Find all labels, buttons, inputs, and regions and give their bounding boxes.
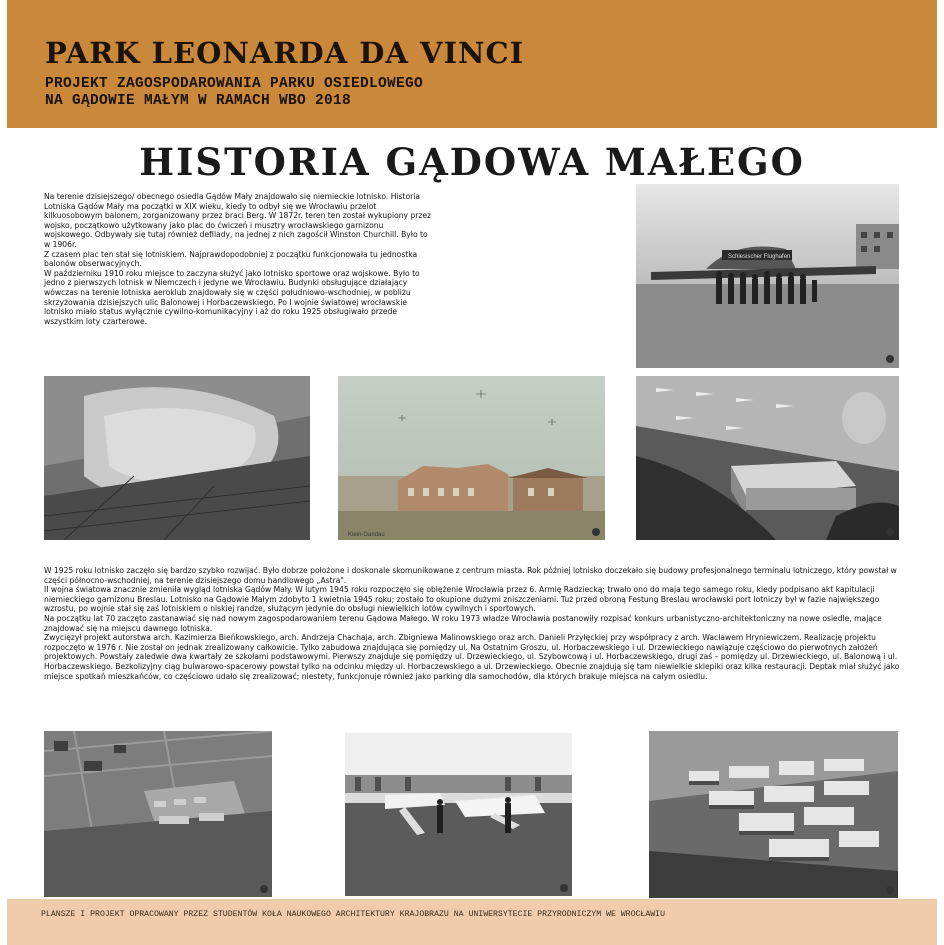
paragraph: II wojna światowa znacznie zmieniła wygląd lotniska Gądów Mały. W lutym 1945 roku rozpoczęło się oblężenie Wrocławia przez 6. Armię Radziecką; trwało ono do maja tego samego roku, kiedy podpisano akt kapitulacji niemieckiego garnizonu Breslau. Lotnisko na Gądowie Małym zdobyto 1 kwietnia 1945 roku; zostało to okupione dużymi zniszczeniami. Tuż przed obroną Festung Breslau wrocławski port lotniczy był w fazie największego wzrostu, po wojnie stał się zaś lotniskiem o niskiej randze, służącym jedynie do obsługi niewielkich lotów cywilnych i sportowych.: [44, 585, 880, 614]
paragraph: W październiku 1910 roku miejsce to zaczyna służyć jako lotnisko sportowe oraz wojskowe. Było to jedno z pierwszych lotnisk w Niemczech i jedyne we Wrocławiu. Budynki obsługujące działający wówczas na terenie lotniska aeroklub znajdowały się w części południowo-wschodniej, w pobliżu skrzyżowania dzisiejszych ulic Balonowej i Horbaczewskiego. Po I wojnie światowej wrocławskie lotnisko miało status wyłącznie cywilno-komunikacyjny i aż do roku 1925 obsługiwało przede wszystkim loty czarterowe.: [44, 268, 420, 326]
estate-model-photo: [649, 731, 898, 898]
postcard-klein-gandau: [338, 376, 605, 540]
project-subtitle-line2: NA GĄDOWIE MAŁYM W RAMACH WBO 2018: [45, 93, 352, 109]
history-text-block-2: [44, 566, 900, 681]
aerial-airfield-photo: [44, 376, 310, 540]
footer-banner: [7, 899, 937, 945]
aerial-city-photo: [44, 731, 272, 897]
history-text-block-1: [44, 192, 432, 326]
project-subtitle-line1: PROJEKT ZAGOSPODAROWANIA PARKU OSIEDLOWEGO: [45, 76, 424, 92]
airfield-crowd-photo: [636, 184, 899, 368]
paragraph: Na terenie dzisiejszego/ obecnego osiedla Gądów Mały znajdowało się niemieckie lotnisko. Historia Lotniska Gądów Mały ma początki w XIX wieku, kiedy to odbył się we Wrocławiu przelot kilkuosobowym balonem, zorganizowany przez braci Berg. W 1872r. teren ten został wykupiony przez wojsko, początkowo użytkowany jako plac do ćwiczeń i musztry wrocławskiego garnizonu wojskowego. Odbywały się tutaj również defilady, na jednej z nich zagościł Winston Churchill. Było to w 1906r.: [44, 192, 432, 249]
gliders-field-photo: [345, 733, 572, 896]
footer-credits: PLANSZE I PROJEKT OPRACOWANY PRZEZ STUDENTÓW KOŁA NAUKOWEGO ARCHITEKTURY KRAJOBRAZU NA UNIWERSYTECIE PRZYRODNICZYM WE WROCŁAWIU: [41, 910, 665, 919]
hangar-sign: Schlesischer Flughafen: [728, 254, 791, 260]
section-title: HISTORIA GĄDOWA MAŁEGO: [139, 140, 805, 184]
paragraph: Zwycięzył projekt autorstwa arch. Kazimierza Bieńkowskiego, arch. Andrzeja Chachaja, arch. Zbigniewa Malinowskiego oraz arch. Danieli Przyłęckiej przy współpracy z arch. Wacławem Hryniewiczem. Realizację projektu rozpoczęto w 1976 r. Nie został on jednak zrealizowany całkowicie. Tylko zabudowa znajdująca się pomiędzy ul. Na Ostatnim Groszu, ul. Horbaczewskiego i ul. Drzewieckiego nawiązuje częściowo do pierwotnych założeń projektowych. Powstały zaledwie dwa kwartały ze szkołami podstawowymi. Pierwszy znajduje się pomiędzy ul. Drzewieckiego, ul. Szybowcową i ul. Horbaczewskiego, drugi zaś – pomiędzy ul. Drzewieckiego, ul. Balonową i ul. Horbaczewskiego. Bezkolizyjny ciąg bulwarowo-spacerowy powstał tylko na odcinku między ul. Horbaczewskiego a ul. Drzewieckiego. Obecnie znajdują się tam niewielkie sklepiki oraz kilka restauracji. Deptak miał służyć jako miejsce spotkań mieszkańców, co częściowo udało się zrealizować; niestety, funkcjonuje również jako parking dla samochodów, dla których brakuje miejsca na całym osiedlu.: [44, 633, 900, 681]
paragraph: Z czasem plac ten stał się lotniskiem. Najprawdopodobniej z początku funkcjonowała tu jednostka balonów obserwacyjnych.: [44, 249, 418, 269]
header-banner: [7, 0, 937, 128]
paragraph: Na początku lat 70 zaczęto zastanawiać się nad nowym zagospodarowaniem terenu Gądowa Małego. W roku 1973 władze Wrocławia postanowiły rozpisać konkurs urbanistyczno-architektoniczny na nowe osiedle, mające znajdować się na miejscu dawnego lotniska.: [44, 613, 882, 633]
terminal-balloon-photo: [636, 376, 899, 540]
park-title: PARK LEONARDA DA VINCI: [45, 36, 525, 70]
postcard-caption: Klein-Gandau: [348, 532, 385, 538]
paragraph: W 1925 roku lotnisko zaczęło się bardzo szybko rozwijać. Było dobrze położone i doskonale skomunikowane z centrum miasta. Rok później lotnisko doczekało się budowy profesjonalnego terminalu lotniczego, który powstał w części północno-wschodniej, na terenie dzisiejszego domu handlowego „Astra".: [44, 566, 897, 585]
